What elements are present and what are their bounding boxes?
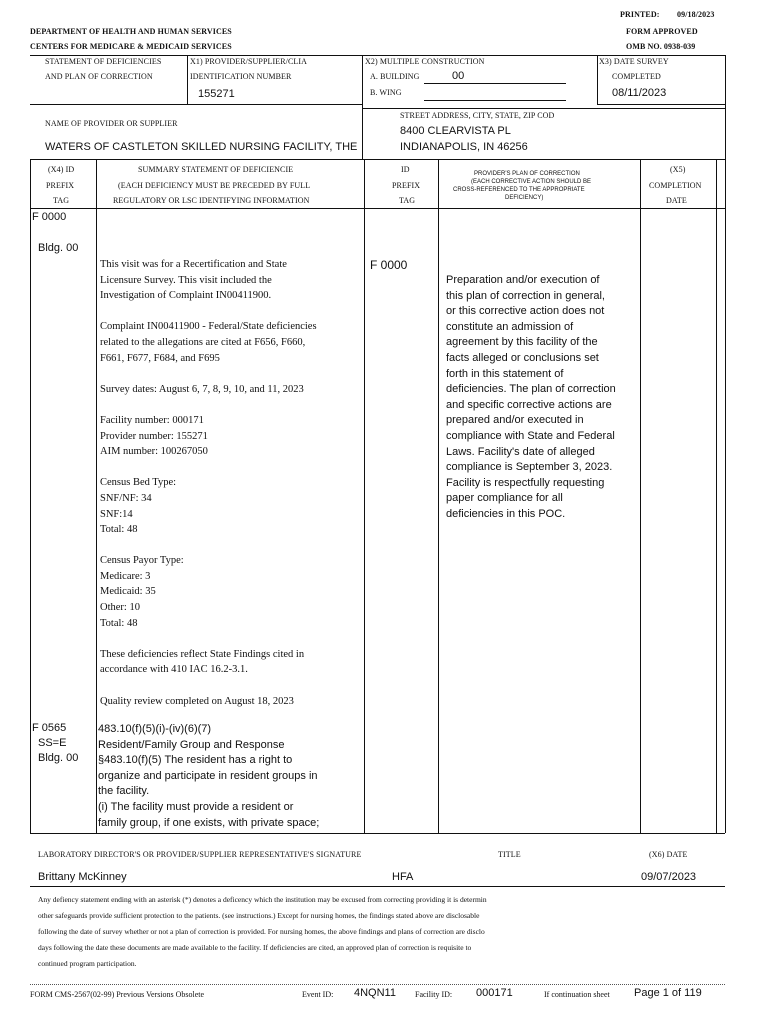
disclaimer-line-2: other safeguards provide sufficient protection to the patients. (see instructions.) Except for nursing homes, the findings stated above are disclosable [38,911,480,920]
event-id-label: Event ID: [302,990,334,999]
facility-id-label: Facility ID: [415,990,453,999]
plan-header-2: (EACH CORRECTIVE ACTION SHOULD BE [471,179,592,185]
date-label: DATE [666,196,687,205]
event-id-value: 4NQN11 [354,987,396,999]
title-label: TITLE [498,850,521,859]
disclaimer-line-1: Any defiency statement ending with an asterisk (*) denotes a deficency which the institution may be excused from correcting providing it is determin [38,895,487,904]
signature-name: Brittany McKinney [38,871,127,883]
building-label: A. BUILDING [370,72,420,81]
omb-number: OMB NO. 0938-039 [626,42,696,51]
x5-label: (X5) [670,165,686,174]
multiple-construction-label: X2) MULTIPLE CONSTRUCTION [365,57,485,66]
building-tag-2: Bldg. 00 [38,752,79,764]
address-label: STREET ADDRESS, CITY, STATE, ZIP COD [400,111,555,120]
tag-f0000: F 0000 [32,211,67,223]
id-tag-f0000: F 0000 [370,258,408,272]
department-title: DEPARTMENT OF HEALTH AND HUMAN SERVICES [30,27,232,36]
plan-header-4: DEFICIENCY) [505,195,544,201]
printed-label: PRINTED: [620,10,660,19]
tag-f0565: F 0565 [32,722,67,734]
centers-title: CENTERS FOR MEDICARE & MEDICAID SERVICES [30,42,232,51]
statement-label: STATEMENT OF DEFICIENCIES [45,57,162,66]
page-number: Page 1 of 119 [634,987,702,999]
x4-prefix-label: PREFIX [46,181,75,190]
provider-id-label: X1) PROVIDER/SUPPLIER/CLIA [190,57,308,66]
date-survey-label: X3) DATE SURVEY [599,57,669,66]
plan-of-correction-label: AND PLAN OF CORRECTION [45,72,153,81]
address-line-1: 8400 CLEARVISTA PL [400,125,511,137]
x4-id-label: (X4) ID [48,165,75,174]
provider-name-label: NAME OF PROVIDER OR SUPPLIER [45,119,178,128]
summary-header-1: SUMMARY STATEMENT OF DEFICIENCIE [138,165,294,174]
continuation-label: If continuation sheet [544,990,610,999]
signature-title: HFA [392,871,414,883]
id-prefix-label: PREFIX [392,181,421,190]
disclaimer-line-4: days following the date these documents are made available to the facility. If deficiencies are cited, an approved plan of correction is requisite to [38,943,472,952]
facility-id-value: 000171 [476,987,513,999]
building-tag-1: Bldg. 00 [38,242,79,254]
plan-header-3: CROSS-REFERENCED TO THE APPROPRIATE [453,187,585,193]
summary-header-2: (EACH DEFICIENCY MUST BE PRECEDED BY FULL [118,181,311,190]
disclaimer-line-5: continued program participation. [38,959,137,968]
signature-date: 09/07/2023 [641,871,697,883]
building-value: 00 [452,70,465,82]
plan-header-1: PROVIDER'S PLAN OF CORRECTION [474,171,580,177]
form-number: FORM CMS-2567(02-99) Previous Versions Obsolete [30,990,205,999]
disclaimer-line-3: following the date of survey whether or not a plan of correction is provided. For nursing homes, the above findings and plans of correction are disclo [38,927,485,936]
wing-label: B. WING [370,88,402,97]
completed-label: COMPLETED [612,72,661,81]
summary-header-3: REGULATORY OR LSC IDENTIFYING INFORMATION [113,196,310,205]
address-line-2: INDIANAPOLIS, IN 46256 [400,141,528,153]
completion-label: COMPLETION [649,181,702,190]
printed-date: 09/18/2023 [677,10,715,19]
id-label: ID [401,165,410,174]
form-approved: FORM APPROVED [626,27,698,36]
signature-label: LABORATORY DIRECTOR'S OR PROVIDER/SUPPLIER REPRESENTATIVE'S SIGNATURE [38,850,362,859]
provider-name-value: WATERS OF CASTLETON SKILLED NURSING FACILITY, THE [45,141,358,153]
identification-number-label: IDENTIFICATION NUMBER [190,72,292,81]
survey-date-value: 08/11/2023 [612,87,667,99]
plan-of-correction-text: Preparation and/or execution of this plan of correction in general, or this corrective action does not constitute an admission of agreement by this facility of the facts alleged or conclusions set forth in this statement of deficiencies. The plan of correction and specific corrective actions are prepared and/or executed in compliance with State and Federal Laws. Facility's date of alleged compliance is September 3, 2023. Facility is respectfully requesting paper compliance for all deficiencies in this POC. [446,274,616,520]
x6-date-label: (X6) DATE [649,850,688,859]
id-tag-label: TAG [399,196,416,205]
provider-id-value: 155271 [198,88,235,100]
x4-tag-label: TAG [53,196,70,205]
regulation-text: 483.10(f)(5)(i)-(iv)(6)(7) Resident/Family Group and Response §483.10(f)(5) The resident has a right to organize and participate in resident groups in the facility. (i) The facility must provide a resident or family group, if one exists, with private space; [98,723,320,829]
summary-statement: This visit was for a Recertification and State Licensure Survey. This visit included the Investigation of Complaint IN00411900. Complaint IN00411900 - Federal/State deficiencies related to the allegations are cited at F656, F660, F661, F677, F684, and F695 Survey dates: August 6, 7, 8, 9, 10, and 11, 2023 Facility number: 000171 Provider number: 155271 AIM number: 100267050 Census Bed Type: SNF/NF: 34 SNF:14 Total: 48 Census Payor Type: Medicare: 3 Medicaid: 35 Other: 10 Total: 48 These deficiencies reflect State Findings cited in accordance with 410 IAC 16.2-3.1. Quality review completed on August 18, 2023 [100,259,317,707]
severity-scope: SS=E [38,737,67,749]
